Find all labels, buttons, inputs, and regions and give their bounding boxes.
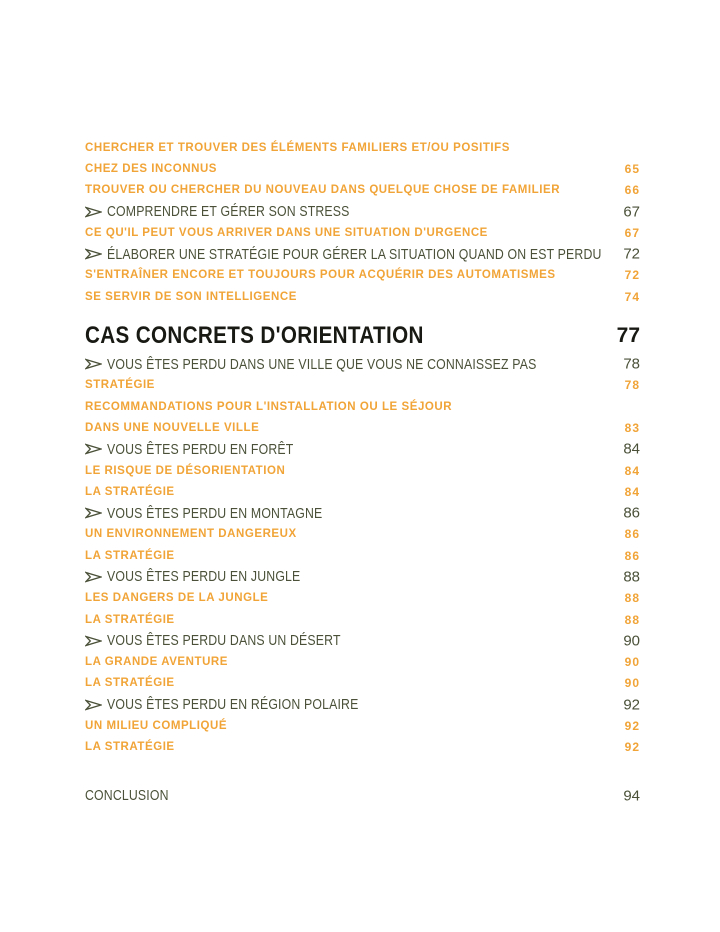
toc-entry-label: LE RISQUE DE DÉSORIENTATION	[85, 464, 286, 477]
toc-entry-page-number: 88	[624, 612, 640, 627]
toc-entry-page-number: 92	[623, 696, 640, 714]
toc-entry-label: ÉLABORER UNE STRATÉGIE POUR GÉRER LA SITUATION QUAND ON EST PERDU	[107, 245, 602, 263]
toc-entry-page-number: 88	[624, 591, 640, 606]
toc-row-sub	[85, 137, 640, 158]
toc-entry-label: CONCLUSION	[85, 787, 169, 805]
toc-entry-label: CAS CONCRETS D'ORIENTATION	[85, 322, 424, 350]
toc-row-sub	[85, 609, 640, 630]
toc-entry-label: VOUS ÊTES PERDU EN RÉGION POLAIRE	[107, 696, 359, 714]
toc-entry-page-number: 86	[624, 548, 640, 563]
toc-entry	[85, 528, 297, 540]
toc-row-sub	[85, 158, 640, 179]
toc-list	[85, 137, 640, 806]
toc-entry	[85, 632, 392, 649]
toc-row-sub	[85, 265, 640, 286]
toc-entry-page-number: 94	[623, 787, 640, 805]
toc-entry-page-number: 78	[624, 378, 640, 393]
toc-row-main	[85, 630, 640, 651]
toc-entry-label: VOUS ÊTES PERDU EN MONTAGNE	[107, 504, 323, 522]
arrow-right-icon	[85, 443, 102, 455]
toc-entry-page-number: 86	[623, 504, 640, 522]
toc-entry-label: LA STRATÉGIE	[85, 613, 175, 626]
toc-entry	[85, 550, 175, 562]
toc-entry	[85, 269, 556, 281]
toc-entry-page-number: 92	[624, 719, 640, 734]
toc-entry-label: S'ENTRAÎNER ENCORE ET TOUJOURS POUR ACQUÉRIR DES AUTOMATISMES	[85, 269, 556, 282]
toc-entry-page-number: 83	[624, 420, 640, 435]
toc-entry-page-number: 74	[624, 289, 640, 304]
arrow-right-icon	[85, 358, 102, 370]
toc-entry	[85, 291, 297, 303]
toc-entry	[85, 656, 228, 668]
toc-row-chapter	[85, 320, 640, 352]
toc-row-sub	[85, 481, 640, 502]
toc-entry-label: VOUS ÊTES PERDU EN FORÊT	[107, 440, 294, 458]
toc-entry	[85, 741, 175, 753]
toc-row-conclusion	[85, 785, 640, 806]
toc-entry-page-number: 86	[624, 527, 640, 542]
toc-entry-label: LA STRATÉGIE	[85, 485, 175, 498]
toc-row-sub	[85, 545, 640, 566]
toc-entry-label: TROUVER OU CHERCHER DU NOUVEAU DANS QUELQUE CHOSE DE FAMILIER	[85, 184, 561, 197]
toc-entry	[85, 422, 259, 434]
toc-row-sub	[85, 286, 640, 307]
toc-entry-page-number: 67	[623, 203, 640, 221]
toc-entry-page-number: 72	[623, 245, 640, 263]
toc-entry	[85, 787, 187, 804]
toc-entry	[85, 379, 155, 391]
toc-row-sub	[85, 222, 640, 243]
toc-entry	[85, 227, 488, 239]
toc-entry	[85, 401, 452, 413]
toc-entry	[85, 592, 268, 604]
toc-entry	[85, 614, 175, 626]
toc-entry-label: LA STRATÉGIE	[85, 677, 175, 690]
toc-entry-label: UN ENVIRONNEMENT DANGEREUX	[85, 528, 297, 541]
toc-entry-page-number: 90	[624, 676, 640, 691]
toc-entry-label: LA STRATÉGIE	[85, 549, 175, 562]
toc-row-sub	[85, 652, 640, 673]
toc-entry-label: UN MILIEU COMPLIQUÉ	[85, 720, 228, 733]
toc-entry-label: COMPRENDRE ET GÉRER SON STRESS	[107, 203, 350, 221]
toc-entry-label: DANS UNE NOUVELLE VILLE	[85, 421, 260, 434]
toc-row-main	[85, 201, 640, 222]
toc-entry-page-number: 90	[623, 632, 640, 650]
arrow-right-icon	[85, 507, 102, 519]
toc-row-sub	[85, 396, 640, 417]
toc-entry	[85, 441, 334, 458]
toc-entry	[85, 568, 343, 585]
toc-row-sub	[85, 588, 640, 609]
toc-entry-label: LA GRANDE AVENTURE	[85, 656, 229, 669]
toc-entry-page-number: 84	[623, 440, 640, 458]
arrow-right-icon	[85, 248, 102, 260]
toc-row-sub	[85, 375, 640, 396]
toc-row-main	[85, 566, 640, 587]
toc-entry	[85, 246, 640, 263]
toc-entry-page-number: 67	[624, 225, 640, 240]
toc-entry	[85, 184, 560, 196]
toc-row-main	[85, 353, 640, 374]
toc-entry-label: CHERCHER ET TROUVER DES ÉLÉMENTS FAMILIERS ET/OU POSITIFS	[85, 141, 510, 154]
toc-entry	[85, 356, 631, 373]
toc-entry	[85, 465, 285, 477]
toc-entry	[85, 696, 414, 713]
toc-entry-page-number: 77	[616, 324, 640, 348]
arrow-right-icon	[85, 699, 102, 711]
toc-entry-label: RECOMMANDATIONS POUR L'INSTALLATION OU LE SÉJOUR	[85, 400, 453, 413]
toc-entry-page-number: 90	[624, 655, 640, 670]
toc-entry-page-number: 72	[624, 268, 640, 283]
toc-entry	[85, 677, 175, 689]
toc-entry	[85, 142, 510, 154]
toc-row-sub	[85, 673, 640, 694]
toc-entry-page-number: 66	[624, 183, 640, 198]
toc-entry	[85, 203, 403, 220]
toc-entry	[85, 720, 227, 732]
toc-entry-label: CHEZ DES INCONNUS	[85, 162, 218, 175]
toc-entry-label: VOUS ÊTES PERDU DANS UN DÉSERT	[107, 632, 341, 650]
arrow-right-icon	[85, 571, 102, 583]
arrow-right-icon	[85, 635, 102, 647]
toc-entry-label: STRATÉGIE	[85, 379, 155, 392]
toc-entry	[85, 505, 370, 522]
toc-entry-label: VOUS ÊTES PERDU DANS UNE VILLE QUE VOUS NE CONNAISSEZ PAS	[107, 355, 537, 373]
toc-entry	[85, 163, 217, 175]
toc-entry-page-number: 92	[624, 740, 640, 755]
toc-entry-page-number: 78	[623, 355, 640, 373]
toc-row-sub	[85, 417, 640, 438]
toc-row-sub	[85, 460, 640, 481]
toc-entry	[85, 322, 479, 350]
toc-row-sub	[85, 180, 640, 201]
toc-entry-label: LES DANGERS DE LA JUNGLE	[85, 592, 269, 605]
toc-entry-page-number: 65	[624, 161, 640, 176]
toc-entry-label: LA STRATÉGIE	[85, 741, 175, 754]
toc-row-main	[85, 694, 640, 715]
toc-entry-page-number: 84	[624, 484, 640, 499]
toc-row-main	[85, 439, 640, 460]
toc-entry-page-number: 88	[623, 568, 640, 586]
toc-entry-label: CE QU'IL PEUT VOUS ARRIVER DANS UNE SITUATION D'URGENCE	[85, 226, 488, 239]
toc-entry-page-number: 84	[624, 463, 640, 478]
toc-row-sub	[85, 737, 640, 758]
toc-row-main	[85, 243, 640, 264]
toc-entry-label: VOUS ÊTES PERDU EN JUNGLE	[107, 568, 301, 586]
toc-entry-label: SE SERVIR DE SON INTELLIGENCE	[85, 290, 297, 303]
arrow-right-icon	[85, 206, 102, 218]
toc-row-main	[85, 502, 640, 523]
toc-row-sub	[85, 524, 640, 545]
toc-row-sub	[85, 715, 640, 736]
toc-entry	[85, 486, 175, 498]
